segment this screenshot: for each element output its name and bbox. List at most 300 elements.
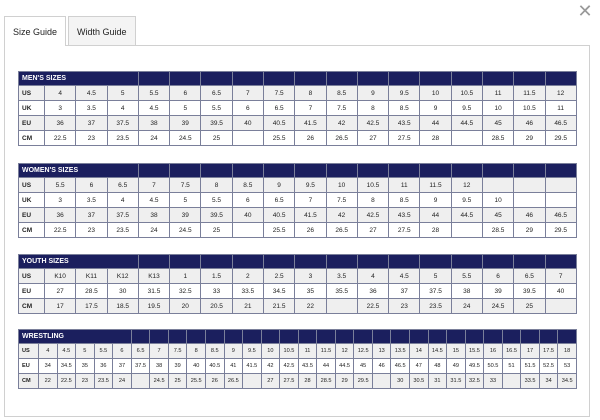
table-header-row xyxy=(19,164,577,178)
size-cell: 22.5 xyxy=(357,299,388,314)
size-cell: 39.5 xyxy=(514,284,545,299)
size-cell: 9.5 xyxy=(295,178,326,193)
size-cell: 40.5 xyxy=(263,208,294,223)
header-cell xyxy=(502,330,521,344)
size-cell: 4 xyxy=(107,193,138,208)
size-cell: 33.5 xyxy=(232,284,263,299)
size-cell: 41.5 xyxy=(295,208,326,223)
row-label: US xyxy=(19,178,45,193)
size-cell: 23 xyxy=(389,299,420,314)
size-cell: 36 xyxy=(45,116,76,131)
size-cell: 4 xyxy=(357,269,388,284)
table-row xyxy=(19,344,577,359)
size-cell: 33.5 xyxy=(521,374,540,389)
header-cell xyxy=(545,72,576,86)
size-cell: 4 xyxy=(39,344,58,359)
header-cell xyxy=(514,72,545,86)
size-cell: 5.5 xyxy=(45,178,76,193)
size-cell: 44.5 xyxy=(451,208,482,223)
size-cell: 37.5 xyxy=(420,284,451,299)
size-cell: 23.5 xyxy=(107,131,138,146)
size-cell: 3.5 xyxy=(326,269,357,284)
header-cell xyxy=(428,330,447,344)
size-cell: 7 xyxy=(232,86,263,101)
header-cell xyxy=(298,330,317,344)
table-title: MEN'S SIZES xyxy=(19,72,139,86)
header-cell xyxy=(354,330,373,344)
size-cell: K13 xyxy=(138,269,169,284)
header-cell xyxy=(482,72,513,86)
row-label: CM xyxy=(19,374,39,389)
size-cell xyxy=(232,223,263,238)
header-cell xyxy=(138,255,169,269)
size-cell: 10 xyxy=(261,344,280,359)
size-cell: 25 xyxy=(201,131,232,146)
size-cell: 12 xyxy=(545,86,576,101)
size-cell: 37 xyxy=(76,208,107,223)
size-cell: 39 xyxy=(482,284,513,299)
size-cell: 40 xyxy=(232,116,263,131)
size-cell: 48 xyxy=(428,359,447,374)
header-cell xyxy=(201,255,232,269)
size-cell: 30 xyxy=(107,284,138,299)
close-icon[interactable]: ✕ xyxy=(577,1,593,21)
size-cell: 12 xyxy=(335,344,354,359)
size-cell: 24.5 xyxy=(170,223,201,238)
size-cell: 43.5 xyxy=(298,359,317,374)
table-header-row xyxy=(19,330,577,344)
size-cell: 41.5 xyxy=(295,116,326,131)
size-cell: 28.5 xyxy=(482,131,513,146)
size-cell: 7 xyxy=(295,193,326,208)
row-label: CM xyxy=(19,299,45,314)
size-cell: 8.5 xyxy=(205,344,224,359)
size-cell: 24.5 xyxy=(150,374,169,389)
header-cell xyxy=(545,255,576,269)
size-cell: 13.5 xyxy=(391,344,410,359)
size-cell: 29 xyxy=(514,131,545,146)
header-cell xyxy=(295,72,326,86)
size-cell: 28 xyxy=(420,131,451,146)
header-cell xyxy=(263,255,294,269)
size-cell: 46 xyxy=(514,208,545,223)
size-cell: 5.5 xyxy=(201,101,232,116)
size-cell: 26.5 xyxy=(326,131,357,146)
header-cell xyxy=(131,330,150,344)
size-cell xyxy=(451,131,482,146)
table-title: WOMEN'S SIZES xyxy=(19,164,139,178)
size-cell: 3 xyxy=(295,269,326,284)
size-cell: 34.5 xyxy=(263,284,294,299)
size-cell: 28.5 xyxy=(76,284,107,299)
size-cell: 9.5 xyxy=(389,86,420,101)
size-cell: 7.5 xyxy=(168,344,187,359)
table-row xyxy=(19,178,577,193)
size-cell: 5.5 xyxy=(138,86,169,101)
header-cell xyxy=(514,164,545,178)
size-cell: 25 xyxy=(514,299,545,314)
size-cell: 44 xyxy=(420,208,451,223)
header-cell xyxy=(357,255,388,269)
size-cell: 16.5 xyxy=(502,344,521,359)
size-cell: 26 xyxy=(205,374,224,389)
header-cell xyxy=(317,330,336,344)
header-cell xyxy=(138,164,169,178)
size-cell: 32.5 xyxy=(170,284,201,299)
size-cell: 6.5 xyxy=(514,269,545,284)
size-cell: 26 xyxy=(295,131,326,146)
size-cell: 6.5 xyxy=(263,101,294,116)
size-cell: 51 xyxy=(502,359,521,374)
size-cell: K10 xyxy=(45,269,76,284)
size-cell: 36 xyxy=(45,208,76,223)
size-cell: 28.5 xyxy=(482,223,513,238)
table-title: WRESTLING xyxy=(19,330,132,344)
size-cell: 23 xyxy=(76,223,107,238)
size-cell: 46 xyxy=(514,116,545,131)
header-cell xyxy=(201,72,232,86)
header-cell xyxy=(410,330,429,344)
size-cell: 9.5 xyxy=(243,344,262,359)
size-cell: 5 xyxy=(170,101,201,116)
size-cell: 21 xyxy=(232,299,263,314)
size-cell: 13 xyxy=(372,344,391,359)
size-cell: 24 xyxy=(138,223,169,238)
size-cell: 6 xyxy=(170,86,201,101)
size-cell: 2.5 xyxy=(263,269,294,284)
size-cell: 25.5 xyxy=(263,223,294,238)
header-cell xyxy=(521,330,540,344)
size-cell: 5 xyxy=(170,193,201,208)
size-cell: 5 xyxy=(76,344,95,359)
size-cell: 50.5 xyxy=(484,359,503,374)
size-cell: 6.5 xyxy=(131,344,150,359)
size-cell: 33 xyxy=(201,284,232,299)
size-cell: 34 xyxy=(39,359,58,374)
size-cell: 27 xyxy=(261,374,280,389)
size-cell: 26.5 xyxy=(224,374,243,389)
header-cell xyxy=(326,72,357,86)
size-cell: 25 xyxy=(201,223,232,238)
size-cell: 10 xyxy=(482,193,513,208)
size-cell: 42.5 xyxy=(357,208,388,223)
size-cell: 26 xyxy=(295,223,326,238)
header-cell xyxy=(170,164,201,178)
size-cell: 11 xyxy=(482,86,513,101)
header-cell xyxy=(420,164,451,178)
size-cell: 42 xyxy=(261,359,280,374)
size-cell: 4.5 xyxy=(389,269,420,284)
size-cell: 8.5 xyxy=(326,86,357,101)
size-cell: 9.5 xyxy=(451,101,482,116)
header-cell xyxy=(335,330,354,344)
size-cell: 6.5 xyxy=(107,178,138,193)
size-cell: 9 xyxy=(420,193,451,208)
size-cell xyxy=(326,299,357,314)
size-cell xyxy=(502,374,521,389)
size-cell: 14.5 xyxy=(428,344,447,359)
size-cell: 35.5 xyxy=(326,284,357,299)
header-cell xyxy=(243,330,262,344)
size-cell: 40 xyxy=(545,284,576,299)
table-row xyxy=(19,374,577,389)
size-cell: 29.5 xyxy=(545,131,576,146)
size-cell: 39.5 xyxy=(201,116,232,131)
size-cell: 8 xyxy=(357,101,388,116)
size-cell: 37 xyxy=(76,116,107,131)
size-cell: 34 xyxy=(539,374,558,389)
size-cell: 8.5 xyxy=(389,101,420,116)
size-cell: 5.5 xyxy=(94,344,113,359)
size-cell: 31.5 xyxy=(138,284,169,299)
size-cell: 37 xyxy=(389,284,420,299)
size-cell: 17.5 xyxy=(539,344,558,359)
mens-size-table xyxy=(18,71,577,146)
size-cell: 53 xyxy=(558,359,577,374)
size-cell: 7 xyxy=(150,344,169,359)
size-cell: 10 xyxy=(482,101,513,116)
header-cell xyxy=(280,330,299,344)
size-cell: 30 xyxy=(391,374,410,389)
header-cell xyxy=(150,330,169,344)
size-cell: 8 xyxy=(201,178,232,193)
size-cell xyxy=(131,374,150,389)
size-cell: 4.5 xyxy=(57,344,76,359)
size-cell: 6 xyxy=(232,193,263,208)
size-cell: 7.5 xyxy=(170,178,201,193)
table-row xyxy=(19,101,577,116)
header-cell xyxy=(138,72,169,86)
size-cell: 23.5 xyxy=(420,299,451,314)
table-row xyxy=(19,299,577,314)
size-cell: 7 xyxy=(138,178,169,193)
table-row xyxy=(19,131,577,146)
table-row xyxy=(19,223,577,238)
table-row xyxy=(19,284,577,299)
size-cell: 34.5 xyxy=(558,374,577,389)
size-cell: 38 xyxy=(138,208,169,223)
header-cell xyxy=(558,330,577,344)
size-cell: 44 xyxy=(420,116,451,131)
header-cell xyxy=(232,164,263,178)
size-cell: 44.5 xyxy=(451,116,482,131)
header-cell xyxy=(514,255,545,269)
size-cell: 12.5 xyxy=(354,344,373,359)
tab-width-guide[interactable]: Width Guide xyxy=(68,16,136,46)
size-cell: 49.5 xyxy=(465,359,484,374)
size-cell: 9.5 xyxy=(451,193,482,208)
header-cell xyxy=(232,72,263,86)
header-cell xyxy=(170,255,201,269)
size-cell: 30.5 xyxy=(410,374,429,389)
size-cell: 29.5 xyxy=(545,223,576,238)
header-cell xyxy=(372,330,391,344)
size-cell: 5 xyxy=(107,86,138,101)
size-cell: 8 xyxy=(295,86,326,101)
size-cell: 19.5 xyxy=(138,299,169,314)
header-cell xyxy=(420,72,451,86)
guide-tabs xyxy=(4,16,138,46)
size-cell xyxy=(232,131,263,146)
size-cell: 36 xyxy=(94,359,113,374)
size-cell: 28 xyxy=(298,374,317,389)
size-cell: 44 xyxy=(317,359,336,374)
size-cell: 10.5 xyxy=(451,86,482,101)
size-cell: 9 xyxy=(357,86,388,101)
size-cell: 38 xyxy=(150,359,169,374)
size-cell: 10 xyxy=(420,86,451,101)
size-cell: 40.5 xyxy=(263,116,294,131)
size-cell: 6.5 xyxy=(201,86,232,101)
size-cell: 5 xyxy=(420,269,451,284)
size-cell xyxy=(545,193,576,208)
header-cell xyxy=(232,255,263,269)
size-cell: 20.5 xyxy=(201,299,232,314)
tab-size-guide[interactable]: Size Guide xyxy=(4,16,66,46)
table-row xyxy=(19,269,577,284)
size-cell: 25.5 xyxy=(263,131,294,146)
size-cell: 39.5 xyxy=(201,208,232,223)
size-cell xyxy=(482,178,513,193)
size-cell: 37.5 xyxy=(131,359,150,374)
size-cell: 9 xyxy=(224,344,243,359)
size-cell: 21.5 xyxy=(263,299,294,314)
size-cell: 5.5 xyxy=(451,269,482,284)
table-row xyxy=(19,359,577,374)
header-cell xyxy=(187,330,206,344)
header-cell xyxy=(389,72,420,86)
size-cell: 39 xyxy=(170,116,201,131)
size-cell: 23 xyxy=(76,374,95,389)
header-cell xyxy=(451,72,482,86)
table-row xyxy=(19,116,577,131)
header-cell xyxy=(482,164,513,178)
size-cell: 10.5 xyxy=(514,101,545,116)
size-cell: 39 xyxy=(168,359,187,374)
size-cell: 32.5 xyxy=(465,374,484,389)
header-cell xyxy=(389,164,420,178)
size-cell: 22.5 xyxy=(45,223,76,238)
size-cell: 51.5 xyxy=(521,359,540,374)
header-cell xyxy=(168,330,187,344)
header-cell xyxy=(391,330,410,344)
header-cell xyxy=(545,164,576,178)
size-cell: 42 xyxy=(326,116,357,131)
size-cell xyxy=(451,223,482,238)
size-cell: 20 xyxy=(170,299,201,314)
row-label: EU xyxy=(19,208,45,223)
size-cell: 41.5 xyxy=(243,359,262,374)
size-cell: 22.5 xyxy=(57,374,76,389)
size-cell: 9 xyxy=(263,178,294,193)
size-cell: 27.5 xyxy=(389,223,420,238)
size-cell: 18 xyxy=(558,344,577,359)
size-cell: 45 xyxy=(482,116,513,131)
size-cell: 24 xyxy=(451,299,482,314)
size-cell: 10 xyxy=(326,178,357,193)
table-title: YOUTH SIZES xyxy=(19,255,139,269)
size-cell: 44.5 xyxy=(335,359,354,374)
header-cell xyxy=(451,255,482,269)
size-cell xyxy=(545,299,576,314)
size-cell: 40 xyxy=(232,208,263,223)
header-cell xyxy=(224,330,243,344)
size-cell: 6 xyxy=(113,344,132,359)
size-cell: 27 xyxy=(45,284,76,299)
size-cell: 11 xyxy=(298,344,317,359)
header-cell xyxy=(357,164,388,178)
size-cell: 27.5 xyxy=(389,131,420,146)
header-cell xyxy=(263,72,294,86)
size-cell: 38 xyxy=(138,116,169,131)
size-cell: 22 xyxy=(295,299,326,314)
header-cell xyxy=(357,72,388,86)
size-cell xyxy=(372,374,391,389)
size-cell: 33 xyxy=(484,374,503,389)
size-cell xyxy=(514,178,545,193)
row-label: US xyxy=(19,269,45,284)
size-cell: 23 xyxy=(76,131,107,146)
wrestling-size-table xyxy=(18,329,577,389)
size-cell: 47 xyxy=(410,359,429,374)
size-cell: 8.5 xyxy=(232,178,263,193)
table-row xyxy=(19,86,577,101)
size-cell: 42 xyxy=(326,208,357,223)
size-cell: 6.5 xyxy=(263,193,294,208)
header-cell xyxy=(326,255,357,269)
header-cell xyxy=(261,330,280,344)
size-cell: 42.5 xyxy=(280,359,299,374)
size-cell: 36 xyxy=(357,284,388,299)
size-cell: 25 xyxy=(168,374,187,389)
size-cell: 40 xyxy=(187,359,206,374)
header-cell xyxy=(484,330,503,344)
size-cell: 17 xyxy=(521,344,540,359)
size-cell: 24 xyxy=(113,374,132,389)
row-label: US xyxy=(19,86,45,101)
size-cell: 16 xyxy=(484,344,503,359)
size-cell: 42.5 xyxy=(357,116,388,131)
size-cell: 46.5 xyxy=(545,208,576,223)
size-cell: 10.5 xyxy=(357,178,388,193)
size-cell xyxy=(243,374,262,389)
size-cell: 35 xyxy=(295,284,326,299)
size-cell: 12 xyxy=(451,178,482,193)
size-cell: 37.5 xyxy=(107,208,138,223)
size-cell: 3.5 xyxy=(76,193,107,208)
row-label: CM xyxy=(19,223,45,238)
size-cell: 3 xyxy=(45,101,76,116)
size-cell: 9 xyxy=(420,101,451,116)
size-cell: 31.5 xyxy=(447,374,466,389)
size-guide-panel xyxy=(4,45,590,417)
size-cell: 23.5 xyxy=(94,374,113,389)
size-cell: K12 xyxy=(107,269,138,284)
size-cell: 46.5 xyxy=(391,359,410,374)
size-cell: 40.5 xyxy=(205,359,224,374)
size-cell: 29 xyxy=(335,374,354,389)
size-cell: 24.5 xyxy=(170,131,201,146)
size-cell: 29.5 xyxy=(354,374,373,389)
header-cell xyxy=(263,164,294,178)
size-cell: 17 xyxy=(45,299,76,314)
header-cell xyxy=(201,164,232,178)
size-cell: 3 xyxy=(45,193,76,208)
size-cell: 37.5 xyxy=(107,116,138,131)
header-cell xyxy=(326,164,357,178)
row-label: US xyxy=(19,344,39,359)
size-cell: 46 xyxy=(372,359,391,374)
